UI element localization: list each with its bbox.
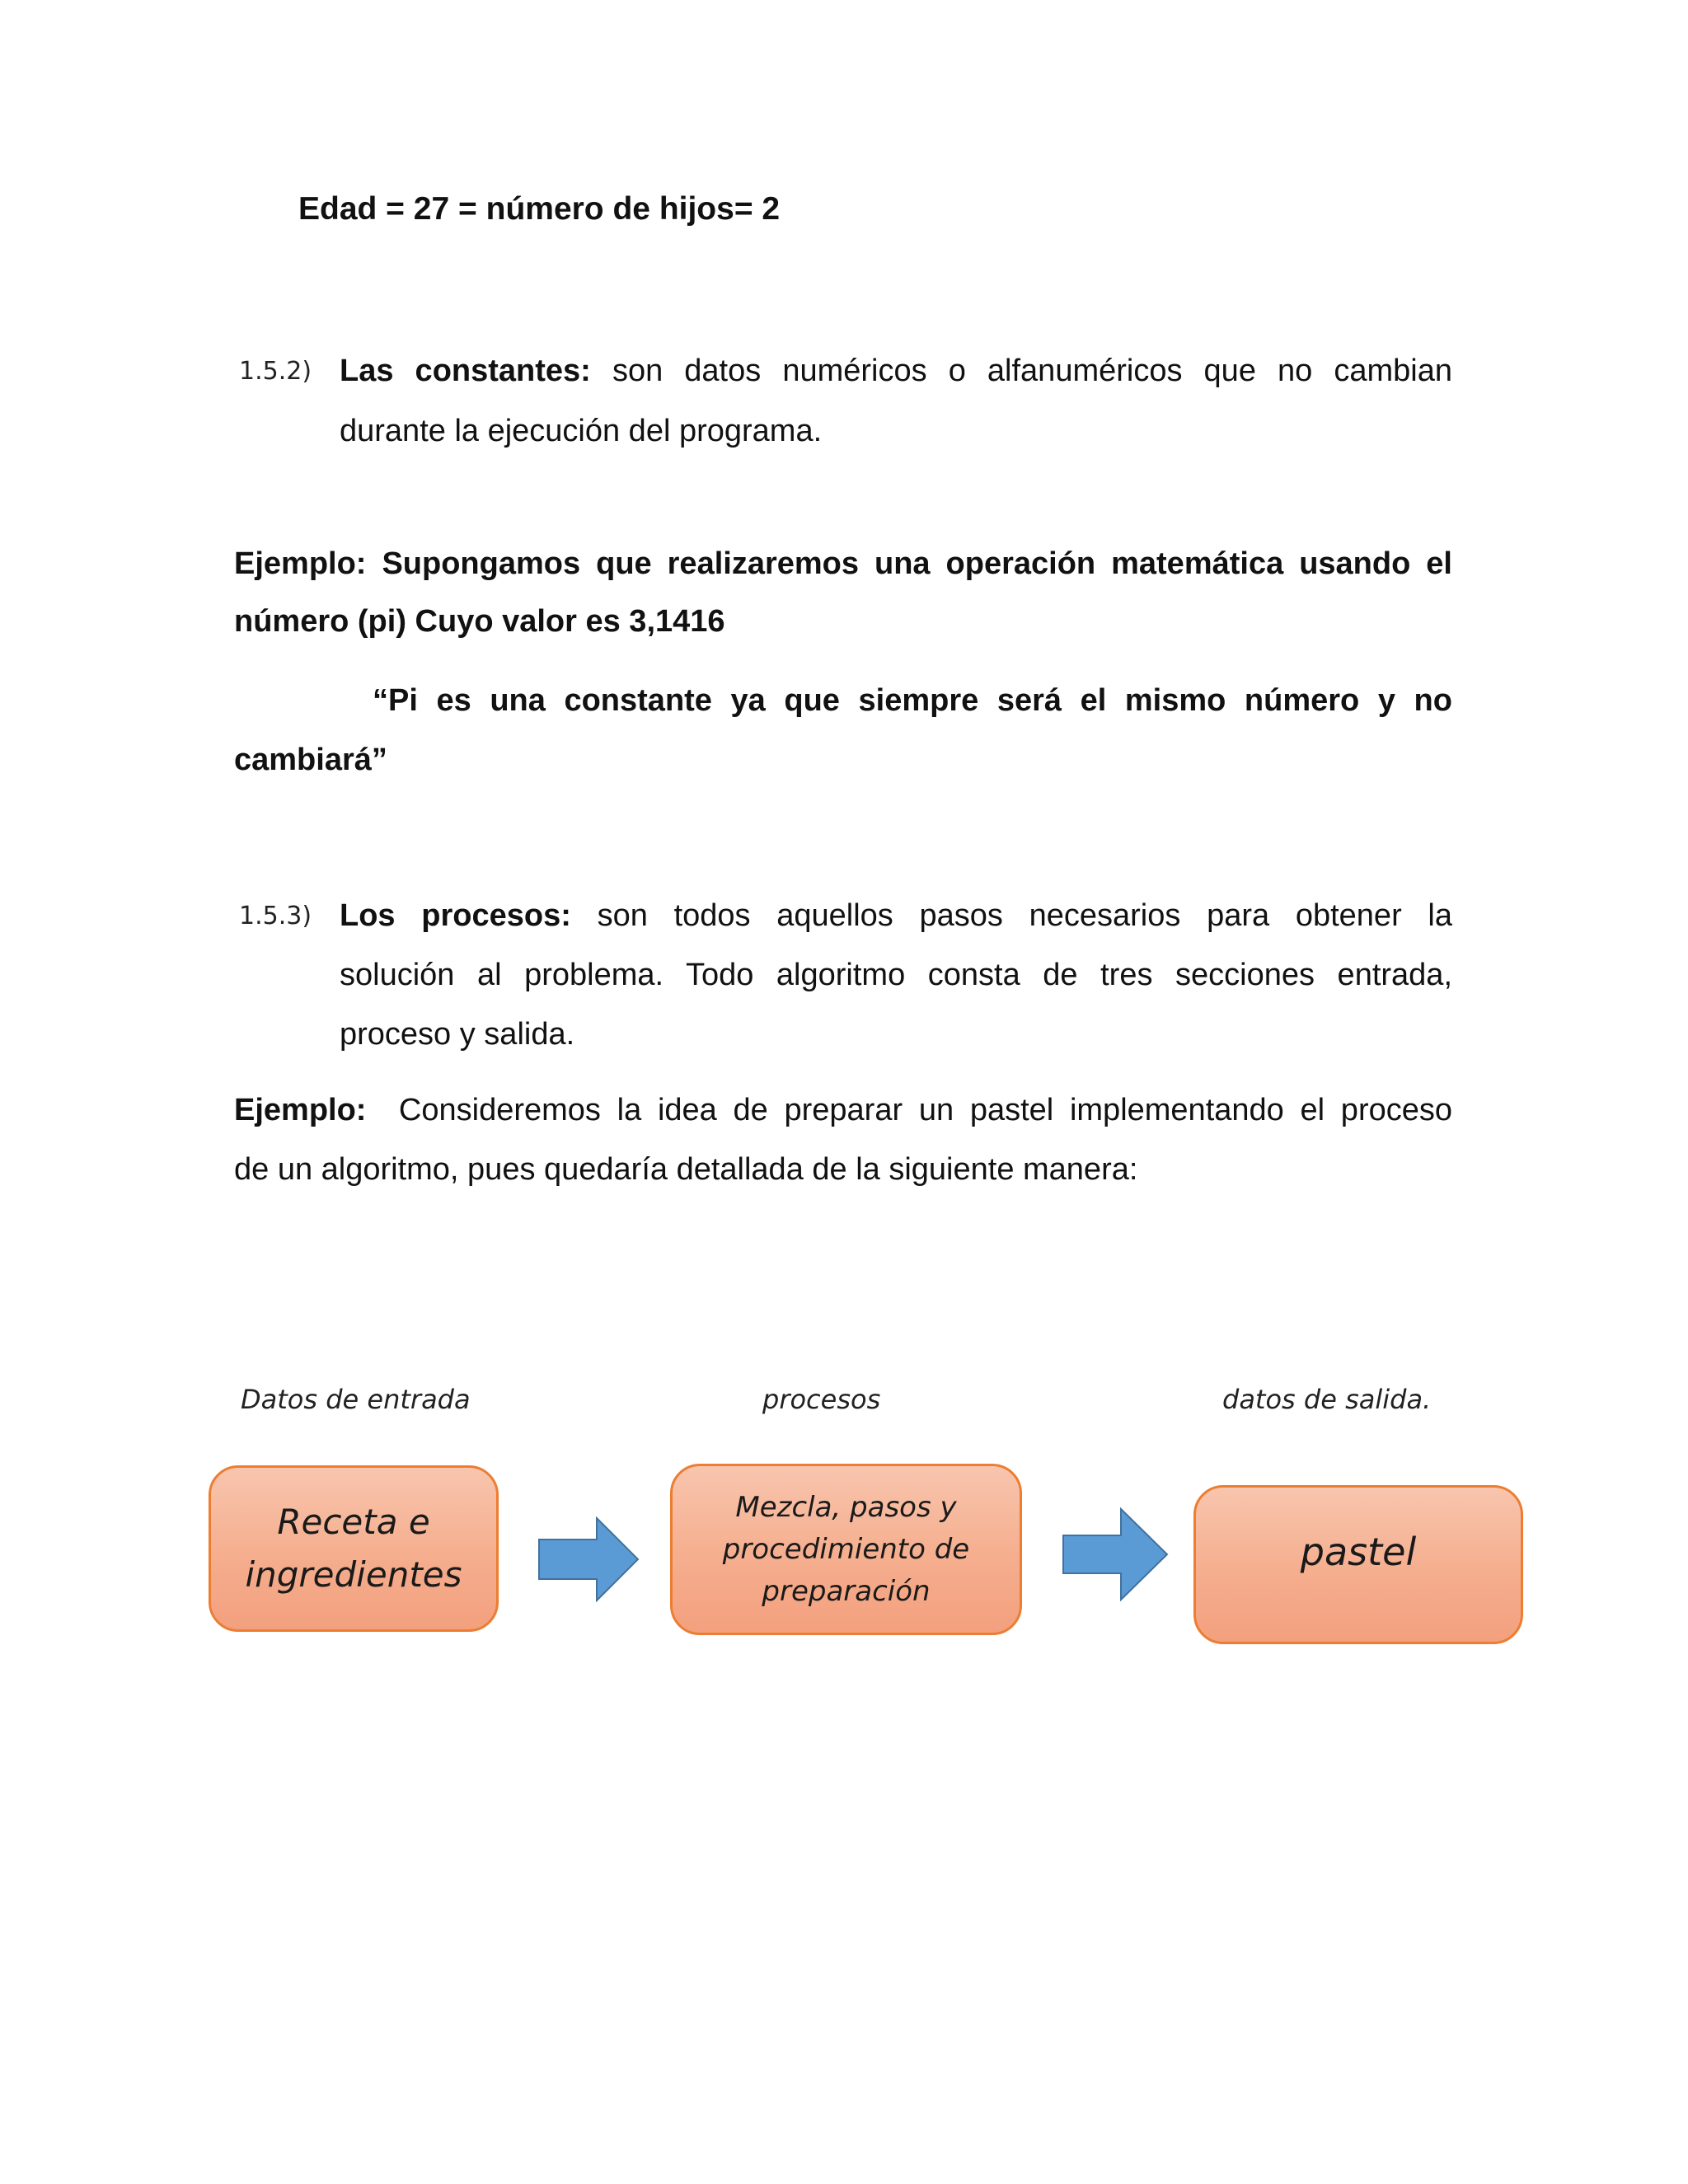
- constantes-line-1-rest: son datos numéricos o alfanuméricos que no cambian: [612, 354, 1453, 388]
- procesos-line-2: solución al problema. Todo algoritmo consta de tres secciones entrada,: [340, 958, 1452, 992]
- box-proceso-line-2: procedimiento de: [722, 1532, 970, 1566]
- procesos-line-1: [340, 886, 1452, 945]
- procesos-line-1-rest: son todos aquellos pasos necesarios para obtener la: [597, 898, 1453, 933]
- constantes-term: Las constantes:: [340, 354, 591, 388]
- box-proceso-line-1: Mezcla, pasos y: [735, 1490, 957, 1524]
- ejemplo-pastel-line-1-rest: Consideremos la idea de preparar un pastel implementando el proceso: [398, 1093, 1452, 1127]
- label-datos-salida: datos de salida.: [1222, 1384, 1432, 1415]
- section-number-procesos: 1.5.3): [239, 902, 312, 930]
- box-salida-text: pastel: [1300, 1530, 1417, 1574]
- right-arrow-icon: [1062, 1507, 1169, 1601]
- ejemplo-pi-line-1: Ejemplo: Supongamos que realizaremos una operación matemática usando el: [234, 546, 1452, 581]
- label-datos-entrada: Datos de entrada: [241, 1384, 471, 1415]
- constantes-line-2: durante la ejecución del programa.: [340, 414, 823, 448]
- box-receta-ingredientes: [209, 1465, 499, 1632]
- procesos-line-3: proceso y salida.: [340, 1017, 575, 1052]
- ejemplo-pastel-line-1: [234, 1080, 1452, 1140]
- box-entrada-line-1: Receta e: [277, 1502, 430, 1542]
- edad-line: Edad = 27 = número de hijos= 2: [298, 191, 781, 227]
- box-proceso-line-3: preparación: [762, 1574, 931, 1608]
- box-pastel: [1193, 1485, 1523, 1644]
- quote-line-1: “Pi es una constante ya que siempre será el mismo número y no: [373, 683, 1452, 718]
- right-arrow-icon: [537, 1516, 640, 1602]
- section-number-constantes: 1.5.2): [239, 357, 312, 386]
- ejemplo-pastel-line-2: de un algoritmo, pues quedaría detallada de la siguiente manera:: [234, 1152, 1138, 1187]
- constantes-line-1: [340, 341, 1452, 401]
- quote-line-2: cambiará”: [234, 743, 387, 777]
- box-entrada-line-2: ingredientes: [245, 1554, 462, 1595]
- procesos-term: Los procesos:: [340, 898, 571, 933]
- label-procesos: procesos: [762, 1384, 881, 1415]
- ejemplo-pastel-label: Ejemplo:: [234, 1093, 367, 1127]
- box-mezcla-procedimiento: [670, 1464, 1022, 1635]
- ejemplo-pi-line-2: número (pi) Cuyo valor es 3,1416: [234, 604, 725, 639]
